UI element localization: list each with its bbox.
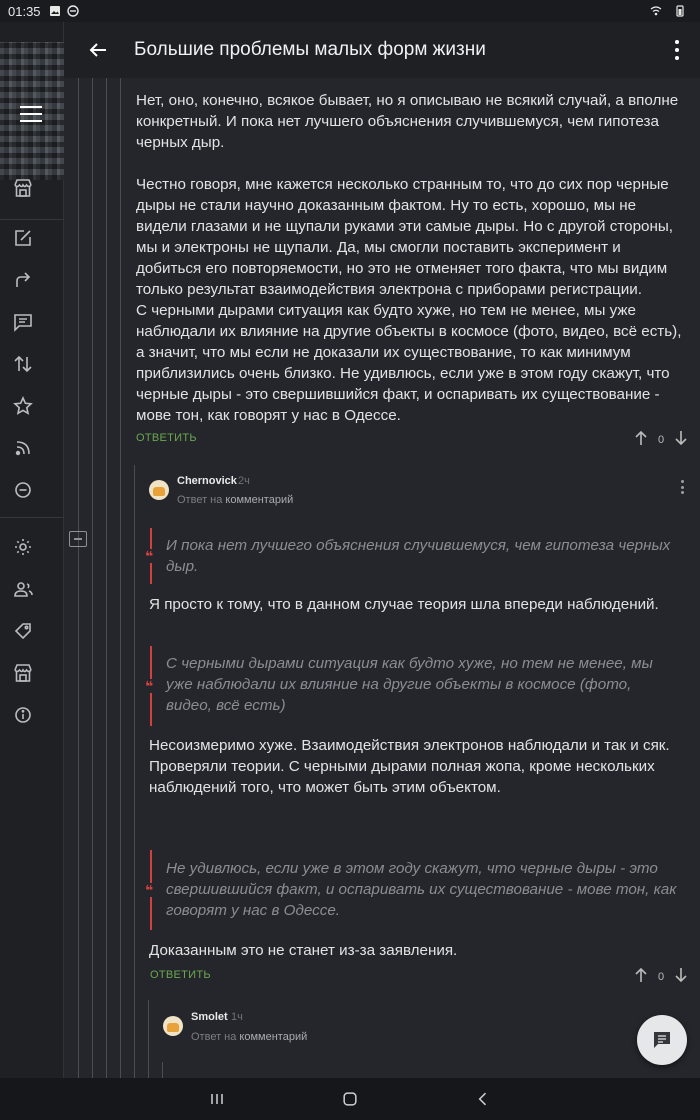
reply-button[interactable]: ОТВЕТИТЬ bbox=[150, 969, 211, 981]
status-time: 01:35 bbox=[8, 3, 41, 19]
comment-icon[interactable] bbox=[12, 311, 34, 333]
thread-line[interactable] bbox=[92, 78, 93, 1078]
comment-paragraph bbox=[136, 153, 684, 174]
comment-paragraph: С черными дырами ситуация как будто хуже, но тем не менее, мы уже наблюдали их влияние на другие объекты в космосе (фото, видео, всё есть), а значит, что мы если не доказали их существование, то как минимум приблизились очень близко. Не удивлюсь, если уже в этом году скажут, что черные дыры - это свершившийся факт, и оспаривать их существование - мове тон, как говорят у нас в Одессе. bbox=[136, 302, 682, 424]
sort-icon[interactable] bbox=[12, 353, 34, 375]
thread-line[interactable] bbox=[106, 78, 107, 1078]
shop-icon[interactable] bbox=[12, 177, 34, 199]
sidebar bbox=[0, 22, 64, 1078]
thread-line[interactable] bbox=[120, 78, 121, 1078]
vote-count: 0 bbox=[658, 970, 665, 983]
quote-block bbox=[145, 850, 680, 930]
quote-icon: ❝ bbox=[145, 882, 154, 898]
comment-paragraph: Нет, оно, конечно, всякое бывает, но я описываю не всякий случай, а вполне конкретный. И пока нет лучшего объяснения случившемуся, чем гипотеза черных дыр. bbox=[136, 92, 679, 151]
quote-text: И пока нет лучшего объяснения случившемуся, чем гипотеза черных дыр. bbox=[166, 537, 671, 575]
recent-apps-icon[interactable] bbox=[205, 1087, 229, 1111]
quote-block bbox=[145, 528, 680, 584]
vote-controls bbox=[634, 430, 688, 449]
star-icon[interactable] bbox=[12, 395, 34, 417]
arrow-left-icon[interactable] bbox=[86, 38, 110, 62]
thread-line[interactable] bbox=[134, 465, 135, 1078]
reply-meta-prefix: Ответ на bbox=[177, 494, 223, 506]
page-title: Большие проблемы малых форм жизни bbox=[134, 39, 486, 60]
quote-text: Не удивлюсь, если уже в этом году скажут, что черные дыры - это свершившийся факт, и оспаривать их существование - мове тон, как говорят у нас в Одессе. bbox=[166, 860, 677, 919]
reply-meta-link[interactable]: комментарий bbox=[239, 1031, 308, 1043]
reply-button[interactable]: ОТВЕТИТЬ bbox=[136, 432, 197, 444]
do-not-disturb-icon bbox=[67, 5, 79, 17]
battery-icon bbox=[674, 5, 686, 17]
edit-icon[interactable] bbox=[12, 227, 34, 249]
thread-line[interactable] bbox=[78, 78, 79, 1078]
avatar[interactable] bbox=[149, 480, 169, 500]
back-icon[interactable] bbox=[471, 1087, 495, 1111]
info-icon[interactable] bbox=[12, 704, 34, 726]
more-vertical-icon[interactable] bbox=[681, 480, 685, 494]
reply-meta-prefix: Ответ на bbox=[191, 1031, 237, 1043]
image-icon bbox=[49, 5, 61, 17]
comment-paragraph: Несоизмеримо хуже. Взаимодействия электронов наблюдали и так и сяк. Проверяли теории. С черными дырами полная жопа, кроме нескольких наблюдений того, что может быть этим объектом. bbox=[149, 737, 670, 796]
system-nav-bar bbox=[0, 1078, 700, 1120]
arrow-up-icon[interactable] bbox=[634, 430, 648, 449]
arrow-down-icon[interactable] bbox=[674, 967, 688, 986]
rss-icon[interactable] bbox=[12, 437, 34, 459]
home-icon[interactable] bbox=[338, 1087, 362, 1111]
more-vertical-icon[interactable] bbox=[674, 40, 680, 60]
thread-line bbox=[162, 1062, 163, 1078]
reply-meta bbox=[191, 1031, 307, 1043]
comment-paragraph: Доказанным это не станет из-за заявления. bbox=[149, 942, 458, 959]
settings-icon[interactable] bbox=[12, 536, 34, 558]
app-header bbox=[64, 22, 700, 78]
share-icon[interactable] bbox=[12, 269, 34, 291]
wifi-icon bbox=[650, 5, 662, 17]
tag-icon[interactable] bbox=[12, 620, 34, 642]
shop-icon[interactable] bbox=[12, 662, 34, 684]
reply-meta bbox=[177, 494, 293, 506]
vote-count: 0 bbox=[658, 433, 665, 446]
reply-meta-link[interactable]: комментарий bbox=[225, 494, 294, 506]
vote-controls bbox=[634, 967, 688, 986]
comment-time: 1ч bbox=[231, 1011, 243, 1023]
minus-circle-icon[interactable] bbox=[12, 479, 34, 501]
arrow-down-icon[interactable] bbox=[674, 430, 688, 449]
avatar[interactable] bbox=[163, 1016, 183, 1036]
comment-author[interactable]: Chernovick bbox=[177, 475, 237, 487]
arrow-up-icon[interactable] bbox=[634, 967, 648, 986]
users-icon[interactable] bbox=[12, 578, 34, 600]
thread-line[interactable] bbox=[148, 1000, 149, 1078]
comment-paragraph: Честно говоря, мне кажется несколько странным то, что до сих пор черные дыры не стали научно доказанным фактом. Ну то есть, хорошо, мы не видели глазами и не щупали руками эти самые дыры. Но с другой стороны, мы и электроны не щупали. Да, мы смогли поставить эксперимент и добиться его повторяемости, но это не отменяет того факта, что мы видим только результат взаимодействия электрона с приборами регистрации. bbox=[136, 176, 674, 298]
quote-icon: ❝ bbox=[145, 678, 154, 694]
comment-author[interactable]: Smolet bbox=[191, 1011, 228, 1023]
status-bar bbox=[0, 0, 700, 22]
collapse-thread-button[interactable] bbox=[69, 531, 87, 547]
comment-body bbox=[136, 90, 684, 426]
quote-icon: ❝ bbox=[145, 548, 154, 564]
comment-paragraph: Я просто к тому, что в данном случае теория шла впереди наблюдений. bbox=[149, 596, 659, 613]
write-comment-button[interactable] bbox=[637, 1015, 687, 1065]
menu-icon[interactable] bbox=[20, 106, 42, 122]
comment-icon bbox=[651, 1029, 673, 1051]
comment-time: 2ч bbox=[238, 475, 250, 487]
quote-text: С черными дырами ситуация как будто хуже, но тем не менее, мы уже наблюдали их влияние на другие объекты в космосе (фото, видео, всё есть) bbox=[166, 655, 653, 714]
quote-block bbox=[145, 646, 680, 726]
